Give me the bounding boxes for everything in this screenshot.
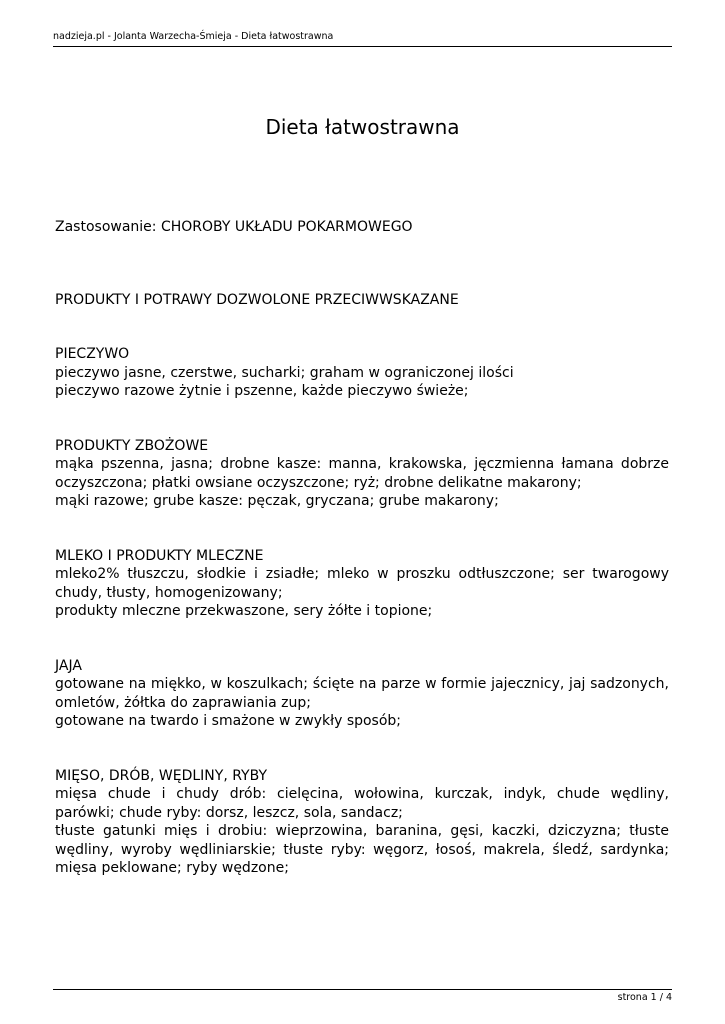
section-contraindicated: gotowane na twardo i smażone w zwykły sposób;	[55, 713, 402, 729]
page-header	[53, 30, 672, 47]
section-bread	[55, 345, 669, 401]
section-heading: MIĘSO, DRÓB, WĘDLINY, RYBY	[55, 767, 267, 784]
section-allowed: mleko2% tłuszczu, słodkie i zsiadłe; mleko w proszku odtłuszczone; ser twarogowy chudy, tłusty, homogenizowany;	[55, 566, 669, 601]
section-contraindicated: pieczywo razowe żytnie i pszenne, każde pieczywo świeże;	[55, 383, 469, 399]
section-contraindicated: produkty mleczne przekwaszone, sery żółte i topione;	[55, 603, 433, 619]
section-eggs	[55, 657, 669, 731]
page-number: strona 1 / 4	[617, 992, 672, 1003]
header-text: nadzieja.pl - Jolanta Warzecha-Śmieja - Dieta łatwostrawna	[53, 31, 334, 42]
columns-heading: PRODUKTY I POTRAWY DOZWOLONE PRZECIWWSKAZANE	[55, 291, 459, 308]
section-allowed-text: mąka pszenna, jasna; drobne kasze: manna, krakowska, jęczmienna łamana dobrze oczyszczona; płatki owsiane oczyszczone; ryż; drobne delikatne makarony;	[55, 456, 669, 491]
section-heading: PIECZYWO	[55, 346, 130, 362]
section-allowed: pieczywo jasne, czerstwe, sucharki; graham w ograniczonej ilości	[55, 364, 514, 381]
section-heading: PRODUKTY ZBOŻOWE	[55, 437, 209, 454]
footer-divider	[53, 989, 672, 990]
section-contraindicated: tłuste gatunki mięs i drobiu: wieprzowina, baranina, gęsi, kaczki, dziczyzna; tłuste wędliny, wyroby wędliniarskie; tłuste ryby: węgorz, łosoś, makrela, śledź, sardynka; mięsa peklowane; ryby wędzone;	[55, 823, 669, 876]
section-meat-poultry-fish	[55, 767, 669, 878]
section-grain-products	[55, 437, 669, 511]
application-line: Zastosowanie: CHOROBY UKŁADU POKARMOWEGO	[55, 219, 413, 235]
section-heading: JAJA	[55, 657, 82, 674]
section-allowed: gotowane na miękko, w koszulkach; ścięte na parze w formie jajecznicy, jaj sadzonych, omletów, żółtka do zaprawiania zup;	[55, 676, 669, 711]
document-body	[55, 218, 669, 878]
document-title: Dieta łatwostrawna	[265, 115, 460, 139]
section-heading: MLEKO I PRODUKTY MLECZNE	[55, 547, 264, 564]
section-allowed	[55, 455, 669, 492]
section-contraindicated: mąki razowe; grube kasze: pęczak, gryczana; grube makarony;	[55, 493, 499, 509]
section-allowed: mięsa chude i chudy drób: cielęcina, wołowina, kurczak, indyk, chude wędliny, parówki; chude ryby: dorsz, leszcz, sola, sandacz;	[55, 786, 669, 821]
section-dairy	[55, 547, 669, 621]
